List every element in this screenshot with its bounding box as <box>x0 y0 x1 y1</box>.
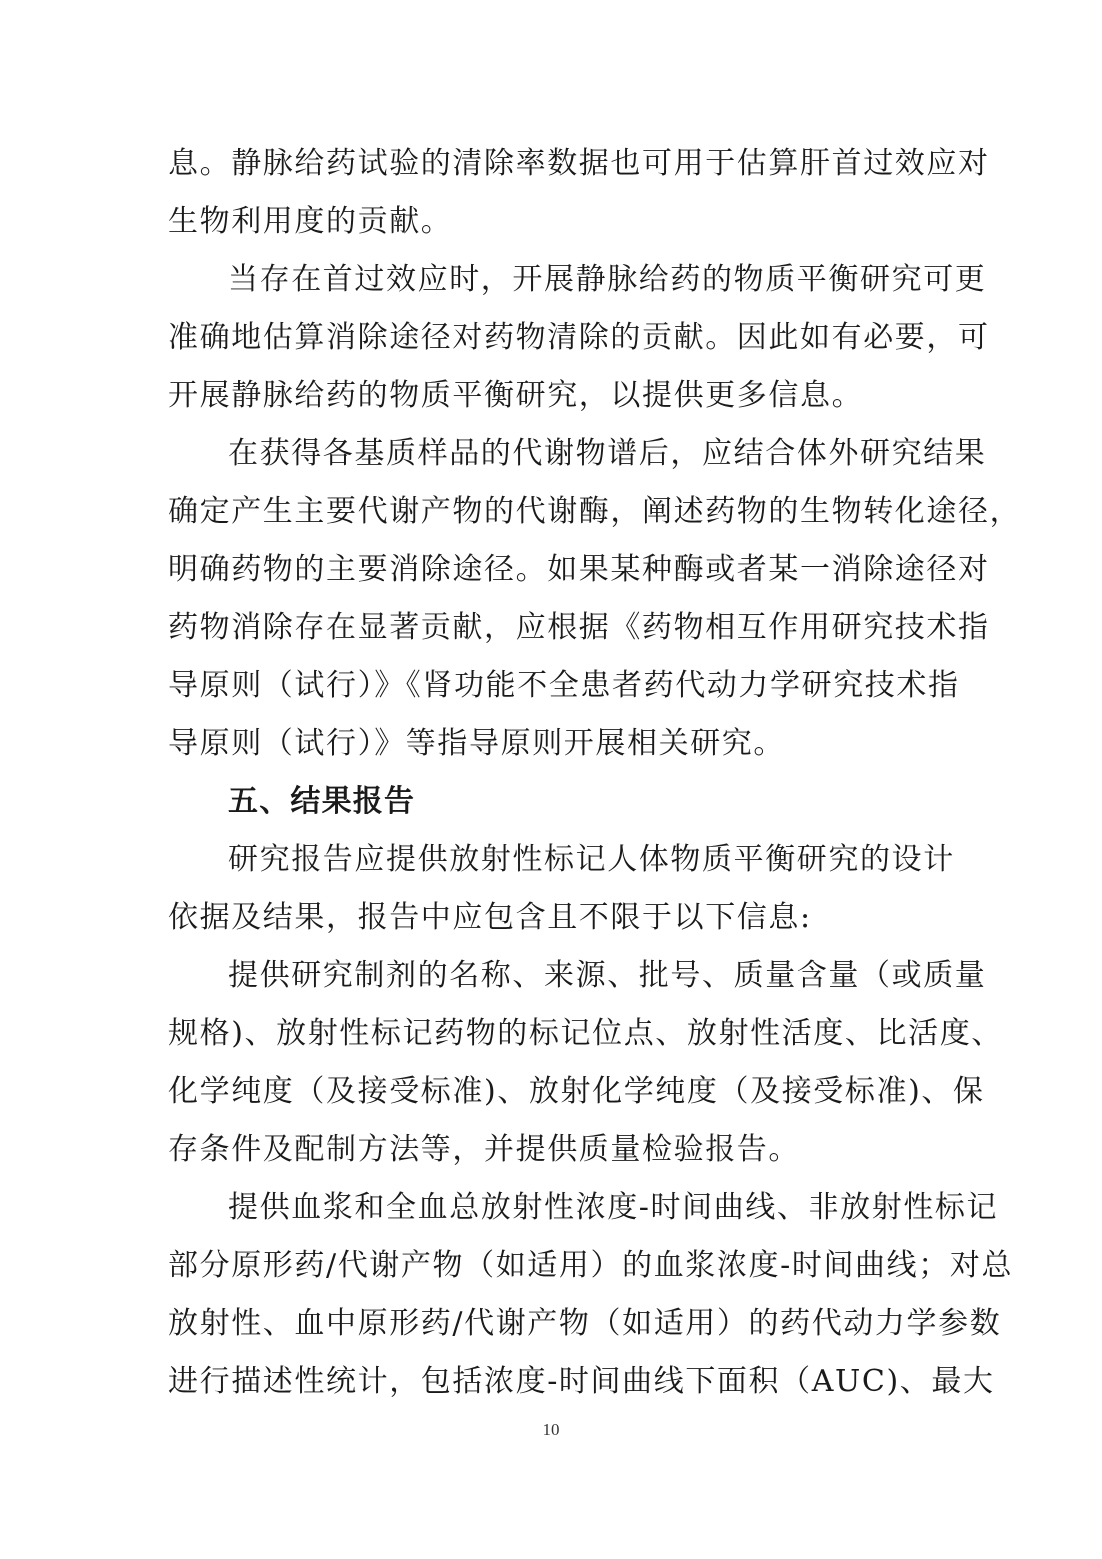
page-number: 10 <box>542 1420 560 1439</box>
text-line: 导原则（试行）》《肾功能不全患者药代动力学研究技术指 <box>168 668 960 703</box>
text-line: 导原则（试行）》等指导原则开展相关研究。 <box>168 726 785 761</box>
text-line: 息。静脉给药试验的清除率数据也可用于估算肝首过效应对 <box>168 146 990 181</box>
text-line: 在获得各基质样品的代谢物谱后，应结合体外研究结果 <box>228 436 987 471</box>
text-line: 准确地估算消除途径对药物清除的贡献。因此如有必要，可 <box>168 320 990 355</box>
text-line: 依据及结果，报告中应包含且不限于以下信息: <box>168 900 812 935</box>
text-line: 提供研究制剂的名称、来源、批号、质量含量（或质量 <box>228 958 987 993</box>
text-line: 放射性、血中原形药/代谢产物（如适用）的药代动力学参数 <box>168 1306 1002 1341</box>
text-line: 部分原形药/代谢产物（如适用）的血浆浓度-时间曲线；对总 <box>168 1248 1014 1283</box>
text-line: 研究报告应提供放射性标记人体物质平衡研究的设计 <box>228 842 955 877</box>
text-line: 开展静脉给药的物质平衡研究，以提供更多信息。 <box>168 378 864 413</box>
text-line: 当存在首过效应时，开展静脉给药的物质平衡研究可更 <box>228 262 987 297</box>
text-line: 化学纯度（及接受标准)、放射化学纯度（及接受标准)、保 <box>168 1074 985 1109</box>
text-line: 进行描述性统计，包括浓度-时间曲线下面积（AUC)、最大 <box>168 1364 995 1399</box>
body-text <box>168 135 1022 1411</box>
text-line: 规格)、放射性标记药物的标记位点、放射性活度、比活度、 <box>168 1016 1003 1051</box>
text-line: 提供血浆和全血总放射性浓度-时间曲线、非放射性标记 <box>228 1190 999 1225</box>
text-line: 确定产生主要代谢产物的代谢酶，阐述药物的生物转化途径， <box>168 494 1022 529</box>
text-line: 药物消除存在显著贡献，应根据《药物相互作用研究技术指 <box>168 610 990 645</box>
section-heading: 五、结果报告 <box>228 784 416 819</box>
text-line: 生物利用度的贡献。 <box>168 204 453 239</box>
text-line: 明确药物的主要消除途径。如果某种酶或者某一消除途径对 <box>168 552 990 587</box>
text-line: 存条件及配制方法等，并提供质量检验报告。 <box>168 1132 800 1167</box>
